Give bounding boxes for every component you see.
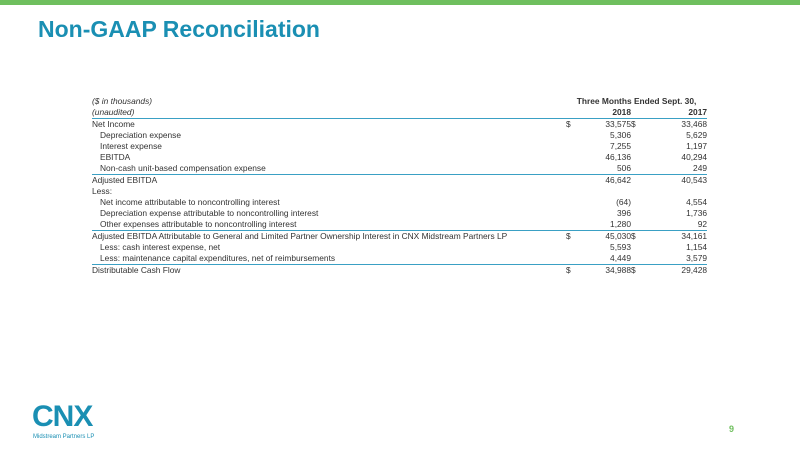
- currency-2018: [566, 253, 574, 265]
- reconciliation-table: [92, 96, 707, 276]
- currency-2017: $: [631, 265, 636, 275]
- currency-2018: [566, 175, 574, 187]
- currency-2018: [566, 219, 574, 231]
- value-2018: (64): [616, 197, 631, 207]
- currency-2017: $: [631, 231, 636, 241]
- unaudited-label: (unaudited): [92, 107, 566, 119]
- currency-2017: [631, 197, 643, 208]
- table-row: [92, 231, 707, 243]
- cnx-logo: [32, 402, 122, 444]
- row-label: EBITDA: [100, 152, 131, 162]
- value-2018: 46,642: [605, 175, 631, 185]
- logo-wordmark: CNX: [32, 400, 93, 433]
- currency-2017: [631, 186, 643, 197]
- currency-2017: [631, 208, 643, 219]
- value-2018: [574, 186, 631, 197]
- currency-2018: [566, 208, 574, 219]
- value-2018: 45,030: [605, 231, 631, 241]
- currency-2018: [566, 186, 574, 197]
- currency-2018: $: [566, 265, 571, 275]
- value-2018: 33,575: [605, 119, 631, 129]
- currency-2017: [631, 242, 643, 253]
- table-row: [92, 119, 707, 131]
- row-label: Net income attributable to noncontrolling interest: [100, 197, 280, 207]
- currency-2017: [631, 163, 643, 175]
- row-label: Non-cash unit-based compensation expense: [92, 163, 566, 175]
- currency-2018: [566, 130, 574, 141]
- table-header-row-2: [92, 107, 707, 119]
- currency-2017: [631, 152, 643, 163]
- value-2017: 33,468: [681, 119, 708, 129]
- value-2017: 1,736: [686, 208, 708, 218]
- row-label: Depreciation expense attributable to noncontrolling interest: [100, 208, 319, 218]
- year-2018-header: 2018: [574, 107, 631, 119]
- currency-2018: [566, 163, 574, 175]
- value-2017: [643, 186, 707, 197]
- row-label: Net Income: [92, 119, 135, 129]
- table-row: [92, 197, 707, 208]
- page-number: 9: [729, 424, 735, 434]
- currency-2018: [566, 197, 574, 208]
- value-2017: 29,428: [681, 265, 708, 275]
- currency-2018: [566, 242, 574, 253]
- row-label: Interest expense: [100, 141, 162, 151]
- table-row: [92, 186, 707, 197]
- table-row: [92, 219, 707, 231]
- table-row: [92, 265, 707, 277]
- row-label: Less: cash interest expense, net: [100, 242, 221, 252]
- value-2018: 4,449: [574, 253, 631, 265]
- value-2018: 506: [574, 163, 631, 175]
- row-label: Less:: [92, 186, 113, 196]
- row-label: Depreciation expense: [100, 130, 182, 140]
- value-2018: 5,306: [610, 130, 631, 140]
- table-header-row-1: [92, 96, 707, 107]
- value-2017: 92: [643, 219, 707, 231]
- currency-2017: [631, 141, 643, 152]
- year-2017-header: 2017: [643, 107, 707, 119]
- value-2017: 4,554: [686, 197, 708, 207]
- row-label: Adjusted EBITDA Attributable to General and Limited Partner Ownership Interest in CNX Midstream Partners LP: [92, 231, 508, 241]
- period-header: Three Months Ended Sept. 30,: [576, 96, 697, 106]
- currency-2017: [631, 175, 643, 187]
- value-2018: 1,280: [574, 219, 631, 231]
- table-row: [92, 242, 707, 253]
- value-2018: 34,988: [605, 265, 631, 275]
- currency-2018: [566, 141, 574, 152]
- units-label: ($ in thousands): [92, 96, 153, 106]
- currency-2017: [631, 219, 643, 231]
- value-2017: 3,579: [643, 253, 707, 265]
- table-row: [92, 208, 707, 219]
- currency-2018: $: [566, 231, 571, 241]
- currency-2017: [631, 253, 643, 265]
- currency-2017: [631, 130, 643, 141]
- value-2017: 40,294: [681, 152, 708, 162]
- currency-2018: [566, 152, 574, 163]
- value-2018: 396: [617, 208, 631, 218]
- table-row: [92, 175, 707, 187]
- row-label: Adjusted EBITDA: [92, 175, 158, 185]
- value-2018: 5,593: [610, 242, 631, 252]
- value-2017: 249: [643, 163, 707, 175]
- table-row: [92, 253, 707, 265]
- table-row: [92, 130, 707, 141]
- row-label: Other expenses attributable to noncontrolling interest: [92, 219, 566, 231]
- slide-title: Non-GAAP Reconciliation: [38, 16, 320, 42]
- table-row: [92, 152, 707, 163]
- table-row: [92, 163, 707, 175]
- value-2017: 1,197: [686, 141, 708, 151]
- currency-2018: $: [566, 119, 571, 129]
- value-2018: 7,255: [610, 141, 631, 151]
- value-2017: 1,154: [686, 242, 708, 252]
- value-2017: 5,629: [686, 130, 708, 140]
- value-2018: 46,136: [605, 152, 631, 162]
- row-label: Less: maintenance capital expenditures, net of reimbursements: [92, 253, 566, 265]
- currency-2017: $: [631, 119, 636, 129]
- value-2017: 34,161: [681, 231, 708, 241]
- table-row: [92, 141, 707, 152]
- top-accent-bar: [0, 0, 800, 5]
- row-label: Distributable Cash Flow: [92, 265, 181, 275]
- logo-subtitle: Midstream Partners LP: [33, 434, 95, 440]
- value-2017: 40,543: [681, 175, 708, 185]
